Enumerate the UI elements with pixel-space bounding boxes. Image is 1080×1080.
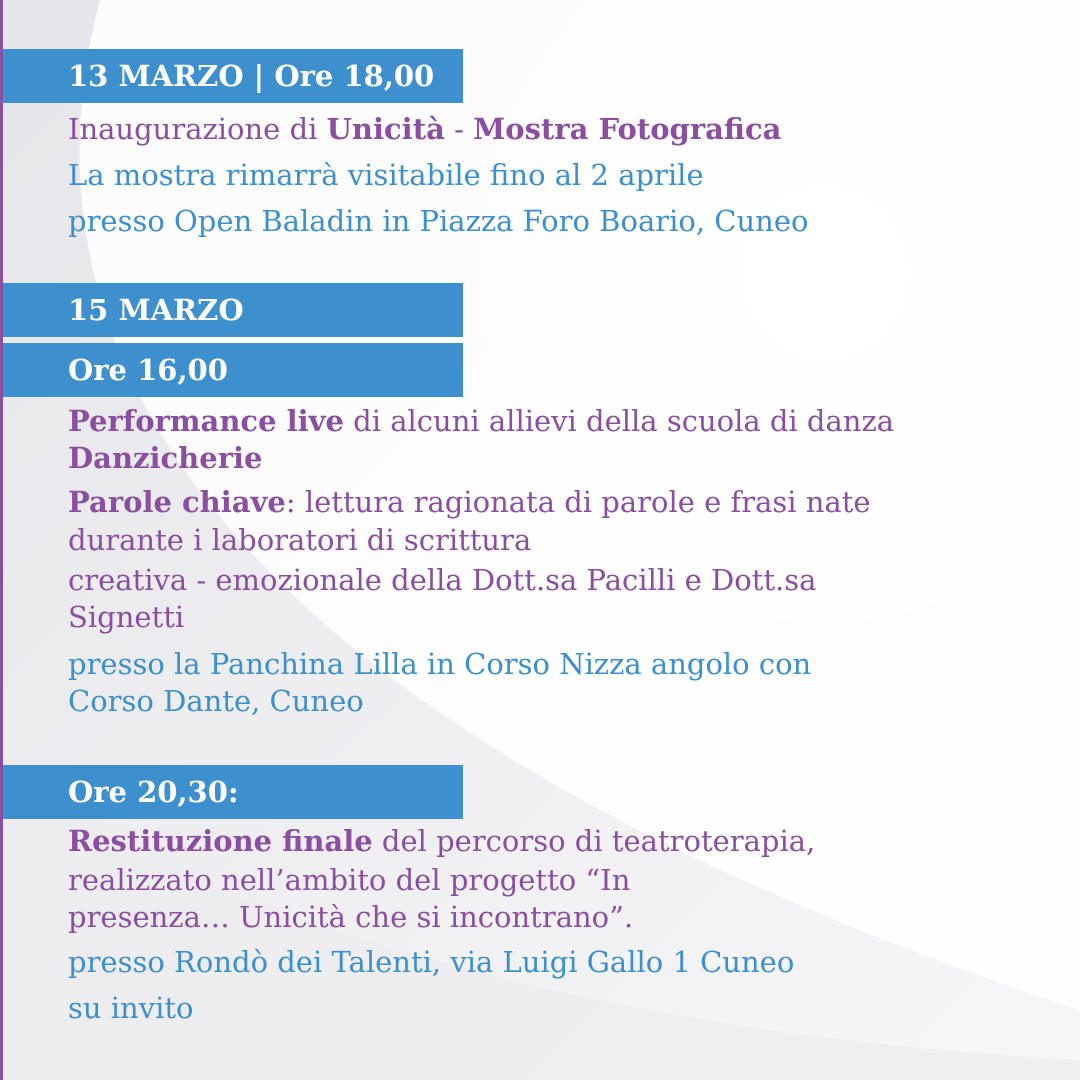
event1-info-line1: La mostra rimarrà visitabile fino al 2 aprile xyxy=(68,158,704,192)
event3-restituzione-line3: presenza… Unicità che si incontrano”. xyxy=(68,900,634,934)
event3-invite: su invito xyxy=(68,991,194,1025)
event1-title-sep: - xyxy=(444,112,474,146)
event2-parole-bold: Parole chiave xyxy=(68,485,286,519)
event2-parole-line1 xyxy=(68,484,871,520)
event3-time-header: Ore 20,30: xyxy=(68,774,239,809)
event1-title xyxy=(68,111,781,147)
event3-location: presso Rondò dei Talenti, via Luigi Gallo 1 Cuneo xyxy=(68,945,795,979)
event2-perf-rest: di alcuni allievi della scuola di danza xyxy=(343,404,895,438)
event2-parole-line4: Signetti xyxy=(68,600,185,634)
event2-date-band xyxy=(0,283,463,337)
event2-performance-line2: Danzicherie xyxy=(68,441,263,475)
event2-time-header: Ore 16,00 xyxy=(68,352,228,387)
event3-rest-rest: del percorso di teatroterapia, xyxy=(372,824,816,858)
event1-info-line2: presso Open Baladin in Piazza Foro Boario, Cuneo xyxy=(68,204,809,238)
event2-perf-bold: Performance live xyxy=(68,404,344,438)
event1-title-bold: Unicità xyxy=(326,112,445,146)
event2-date-header: 15 MARZO xyxy=(68,292,244,327)
event1-title-prefix: Inaugurazione di xyxy=(68,112,327,146)
event3-restituzione-line2: realizzato nell’ambito del progetto “In xyxy=(68,863,631,897)
event2-time-band xyxy=(0,343,463,397)
event2-parole-rest: : lettura ragionata di parole e frasi nate xyxy=(285,485,871,519)
left-accent-rule xyxy=(0,0,3,1080)
event2-parole-line2: durante i laboratori di scrittura xyxy=(68,523,532,557)
event1-header-band xyxy=(0,49,463,103)
event1-title-bold2: Mostra Fotografica xyxy=(473,112,782,146)
event2-performance-line1 xyxy=(68,403,894,439)
event3-restituzione-line1 xyxy=(68,823,815,859)
event1-header: 13 MARZO | Ore 18,00 xyxy=(68,58,435,93)
event3-time-band xyxy=(0,765,463,819)
event2-location-line2: Corso Dante, Cuneo xyxy=(68,684,364,718)
event3-rest-bold: Restituzione finale xyxy=(68,824,373,858)
event2-parole-line3: creativa - emozionale della Dott.sa Pacilli e Dott.sa xyxy=(68,563,817,597)
event2-location-line1: presso la Panchina Lilla in Corso Nizza angolo con xyxy=(68,647,812,681)
